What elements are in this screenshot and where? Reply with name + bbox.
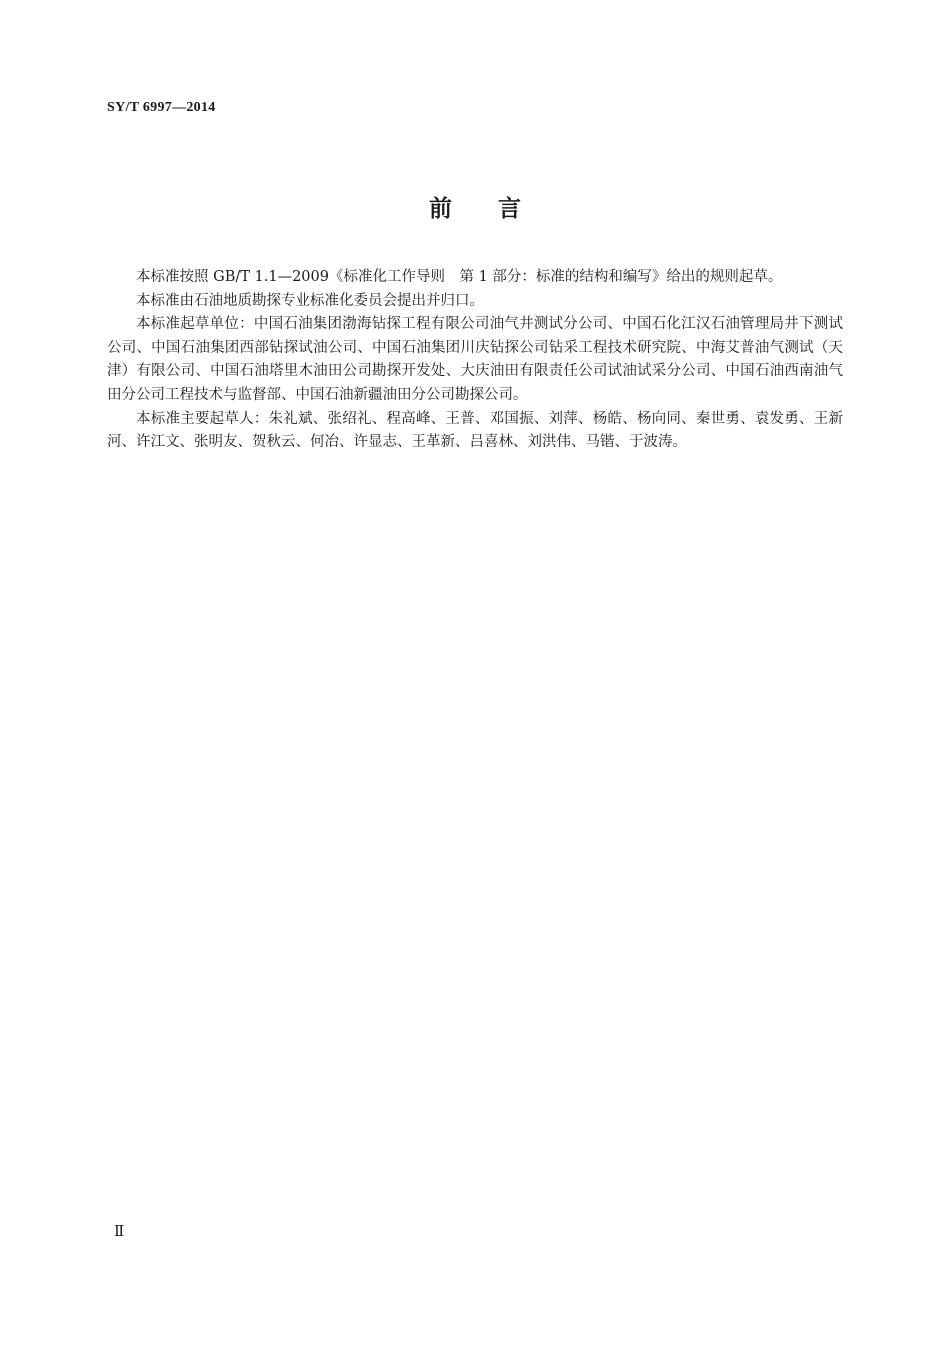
page-number: Ⅱ xyxy=(114,1224,125,1240)
foreword-body xyxy=(107,266,843,455)
page-title: 前言 xyxy=(429,196,567,222)
paragraph-drafting-units: 本标准起草单位：中国石油集团渤海钻探工程有限公司油气井测试分公司、中国石化江汉石油管理局井下测试公司、中国石油集团西部钻探试油公司、中国石油集团川庆钻探公司钻采工程技术研究院、中海艾普油气测试（天津）有限公司、中国石油塔里木油田公司勘探开发处、大庆油田有限责任公司试油试采分公司、中国石油西南油气田分公司工程技术与监督部、中国石油新疆油田分公司勘探公司。 xyxy=(107,316,843,403)
paragraph-drafting-rules: 本标准按照 GB/T 1.1—2009《标准化工作导则 第 1 部分：标准的结构和编写》给出的规则起草。 xyxy=(136,269,783,285)
paragraph-drafters: 本标准主要起草人：朱礼斌、张绍礼、程高峰、王普、邓国振、刘萍、杨皓、杨向同、秦世勇、袁发勇、王新河、许江文、张明友、贺秋云、何冶、许显志、王革新、吕喜林、刘洪伟、马锴、于波涛。 xyxy=(107,410,843,451)
standard-code: SY/T 6997—2014 xyxy=(107,100,216,115)
paragraph-proposer: 本标准由石油地质勘探专业标准化委员会提出并归口。 xyxy=(136,292,484,309)
